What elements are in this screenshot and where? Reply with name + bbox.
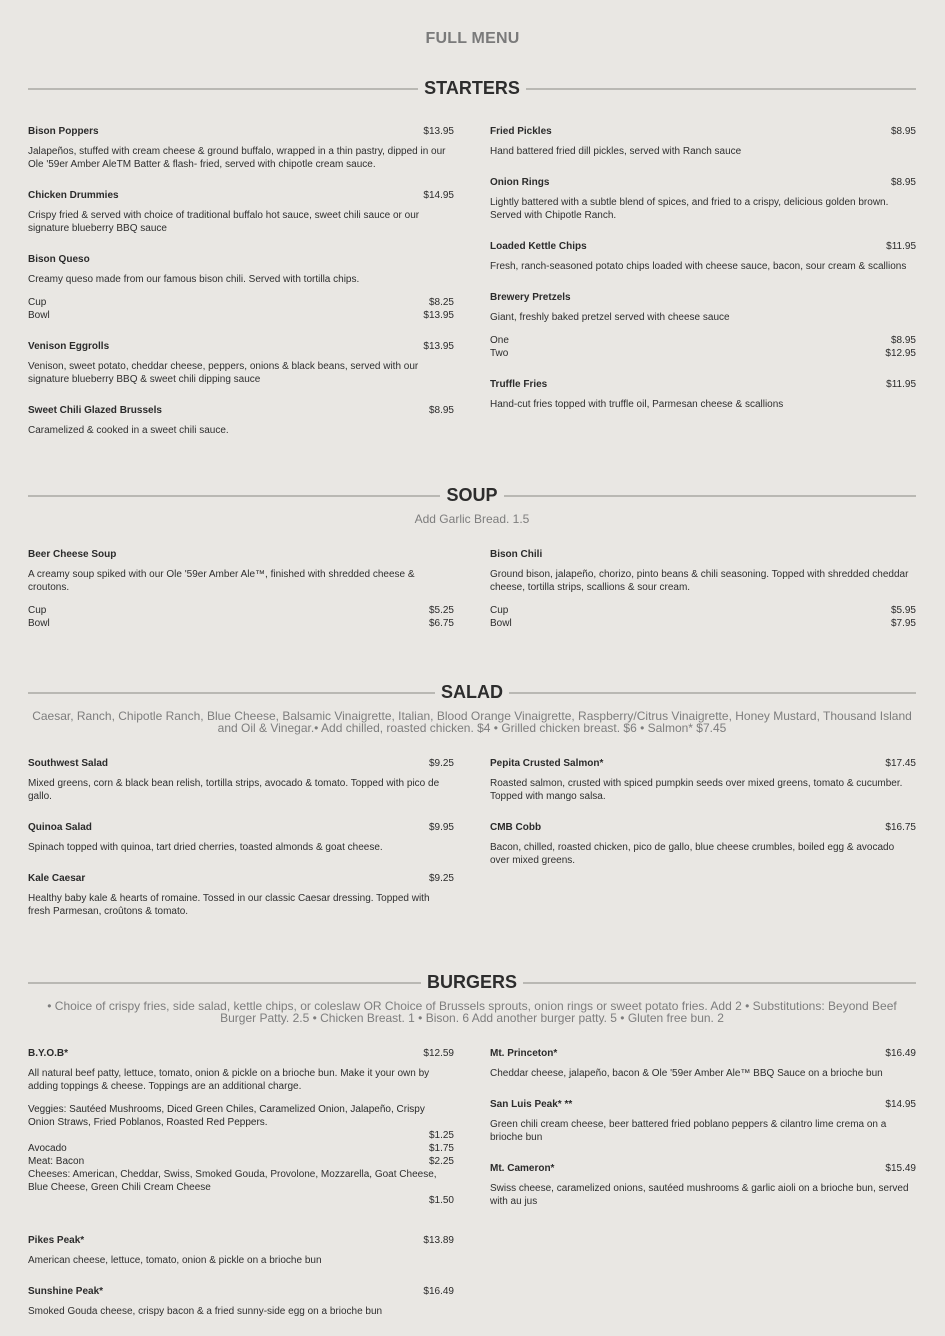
item-name: Bison Chili	[490, 549, 543, 560]
menu-item	[28, 1234, 454, 1267]
menu-item	[490, 240, 916, 273]
menu-item	[490, 548, 916, 630]
menu-item	[490, 1162, 916, 1208]
section-heading	[28, 682, 916, 702]
item-description: Green chili cream cheese, beer battered fried poblano peppers & cilantro lime crema on a brioche bun	[490, 1119, 887, 1143]
option-price: $1.75	[428, 1143, 454, 1154]
item-name: CMB Cobb	[490, 822, 542, 833]
section-title: STARTERS	[418, 78, 526, 98]
item-price: $11.95	[886, 241, 916, 252]
item-price: $9.25	[428, 758, 454, 769]
menu-item	[490, 176, 916, 222]
section-heading	[28, 78, 916, 98]
size-option	[490, 617, 916, 630]
item-name: Onion Rings	[490, 177, 550, 188]
item-description: Crispy fried & served with choice of traditional buffalo hot sauce, sweet chili sauce or our signature blueberry BBQ sauce	[28, 210, 420, 234]
item-description: All natural beef patty, lettuce, tomato, onion & pickle on a brioche bun. Make it your own by adding toppings & cheese. Toppings are an additional charge.	[28, 1068, 430, 1092]
item-price: $16.49	[423, 1286, 454, 1297]
topping-option	[28, 1142, 454, 1155]
menu-item	[28, 253, 454, 322]
item-description: Swiss cheese, caramelized onions, sautéed mushrooms & garlic aioli on a brioche bun, served with au jus	[490, 1183, 909, 1207]
menu-item	[28, 189, 454, 235]
cheeses-price: $1.50	[428, 1195, 454, 1206]
section-note: Add Garlic Bread. 1.5	[414, 512, 530, 526]
menu-item	[28, 548, 454, 630]
section-burgers	[28, 972, 916, 1336]
item-name: Kale Caesar	[28, 873, 86, 884]
item-price: $14.95	[885, 1099, 916, 1110]
menu-item	[28, 872, 454, 918]
item-name: Brewery Pretzels	[490, 292, 571, 303]
option-price: $8.25	[428, 297, 454, 308]
item-price: $16.75	[885, 822, 916, 833]
section-salad	[28, 682, 916, 936]
item-description: Caramelized & cooked in a sweet chili sauce.	[28, 425, 229, 436]
section-title: SALAD	[435, 682, 509, 702]
page-title: FULL MENU	[425, 30, 520, 47]
item-name: Venison Eggrolls	[28, 341, 110, 352]
option-label: Cup	[28, 297, 47, 308]
item-description: Creamy queso made from our famous bison chili. Served with tortilla chips.	[28, 274, 360, 285]
section-title: SOUP	[440, 485, 503, 505]
item-price: $8.95	[890, 126, 916, 137]
item-name: San Luis Peak* **	[490, 1099, 573, 1110]
size-option	[28, 309, 454, 322]
item-price: $8.95	[428, 405, 454, 416]
option-price: $12.95	[885, 348, 916, 359]
item-name: Bison Poppers	[28, 126, 99, 137]
option-label: Meat: Bacon	[28, 1156, 85, 1167]
item-name: Truffle Fries	[490, 379, 548, 390]
item-price: $13.95	[423, 126, 454, 137]
menu-item	[490, 1098, 916, 1144]
topping-option	[28, 1155, 454, 1168]
veggies-options: Veggies: Sautéed Mushrooms, Diced Green Chiles, Caramelized Onion, Jalapeño, Crispy Onion Straws, Fried Poblanos, Roasted Red Peppers.	[28, 1104, 425, 1128]
item-name: Loaded Kettle Chips	[490, 241, 587, 252]
item-price: $8.95	[890, 177, 916, 188]
column-right	[490, 125, 916, 455]
menu-item-byob	[28, 1047, 454, 1207]
item-description: Hand-cut fries topped with truffle oil, Parmesan cheese & scallions	[490, 399, 784, 410]
item-name: Southwest Salad	[28, 758, 109, 769]
item-description: Spinach topped with quinoa, tart dried cherries, toasted almonds & goat cheese.	[28, 842, 383, 853]
option-label: Avocado	[28, 1143, 67, 1154]
item-name: Chicken Drummies	[28, 190, 119, 201]
menu-item	[490, 757, 916, 803]
item-description: Roasted salmon, crusted with spiced pumpkin seeds over mixed greens, tomato & cucumber. Topped with mango salsa.	[490, 778, 903, 802]
size-option	[490, 347, 916, 360]
section-note: Caesar, Ranch, Chipotle Ranch, Blue Cheese, Balsamic Vinaigrette, Italian, Blood Orange Vinaigrette, Raspberry/Citrus Vinaigrette, Honey Mustard, Thousand Island and Oil & Vinegar.• Add chilled, roasted chicken. $4 • Grilled chicken breast. $6 • Salmon* $7.45	[32, 709, 912, 735]
item-name: Beer Cheese Soup	[28, 549, 117, 560]
item-name: Sweet Chili Glazed Brussels	[28, 405, 162, 416]
item-name: Fried Pickles	[490, 126, 552, 137]
item-description: Jalapeños, stuffed with cream cheese & ground buffalo, wrapped in a thin pastry, dipped in our Ole '59er Amber AleTM Batter & flash- fried, served with chipotle cream sauce.	[28, 146, 446, 170]
option-price: $13.95	[423, 310, 454, 321]
option-label: Bowl	[28, 310, 50, 321]
item-description: Ground bison, jalapeño, chorizo, pinto beans & chili seasoning. Topped with shredded cheddar cheese, tortilla strips, scallions & sour cream.	[490, 569, 909, 593]
section-starters	[28, 78, 916, 455]
menu-item	[28, 821, 454, 854]
item-description: Mixed greens, corn & black bean relish, tortilla strips, avocado & tomato. Topped with pico de gallo.	[28, 778, 440, 802]
section-note: • Choice of crispy fries, side salad, kettle chips, or coleslaw OR Choice of Brussels sprouts, onion rings or sweet potato fries. Add 2 • Substitutions: Beyond Beef Burger Patty. 2.5 • Chicken Breast. 1 • Bison. 6 Add another burger patty. 5 • Gluten free bun. 2	[47, 999, 897, 1025]
size-option	[28, 604, 454, 617]
option-label: One	[490, 335, 509, 346]
option-label: Bowl	[490, 618, 512, 629]
item-price: $11.95	[886, 379, 916, 390]
option-price: $5.25	[428, 605, 454, 616]
item-name: Mt. Cameron*	[490, 1163, 555, 1174]
item-price: $14.95	[423, 190, 454, 201]
item-description: Smoked Gouda cheese, crispy bacon & a fried sunny-side egg on a brioche bun	[28, 1306, 383, 1317]
item-description: Giant, freshly baked pretzel served with cheese sauce	[490, 312, 730, 323]
menu-item	[490, 125, 916, 158]
item-description: Venison, sweet potato, cheddar cheese, peppers, onions & black beans, served with our signature blueberry BBQ & sweet chili dipping sauce	[28, 361, 419, 385]
column-left	[28, 1047, 454, 1336]
item-description: A creamy soup spiked with our Ole '59er Amber Ale™, finished with shredded cheese & croutons.	[28, 569, 415, 593]
item-price: $13.89	[423, 1235, 454, 1246]
item-description: Fresh, ranch-seasoned potato chips loaded with cheese sauce, bacon, sour cream & scallions	[490, 261, 907, 272]
item-description: Hand battered fried dill pickles, served with Ranch sauce	[490, 146, 742, 157]
menu-item	[490, 378, 916, 411]
section-heading	[28, 485, 916, 505]
cheese-options: Cheeses: American, Cheddar, Swiss, Smoked Gouda, Provolone, Mozzarella, Goat Cheese, Blue Cheese, Green Chili Cream Cheese	[28, 1169, 437, 1193]
item-name: B.Y.O.B*	[28, 1048, 69, 1059]
item-name: Quinoa Salad	[28, 822, 92, 833]
menu-item	[490, 1047, 916, 1080]
option-price: $2.25	[428, 1156, 454, 1167]
section-heading	[28, 972, 916, 992]
item-price: $9.95	[428, 822, 454, 833]
column-left	[28, 548, 454, 648]
option-label: Cup	[28, 605, 47, 616]
menu-item	[28, 404, 454, 437]
item-price: $17.45	[885, 758, 916, 769]
item-name: Bison Queso	[28, 254, 90, 265]
menu-item	[28, 1285, 454, 1318]
size-option	[28, 296, 454, 309]
item-description: Healthy baby kale & hearts of romaine. Tossed in our classic Caesar dressing. Topped with fresh Parmesan, croûtons & tomato.	[28, 893, 430, 917]
item-description: American cheese, lettuce, tomato, onion & pickle on a brioche bun	[28, 1255, 322, 1266]
column-left	[28, 757, 454, 936]
column-right	[490, 548, 916, 648]
item-name: Pikes Peak*	[28, 1235, 85, 1246]
item-name: Sunshine Peak*	[28, 1286, 104, 1297]
column-left	[28, 125, 454, 455]
item-price: $16.49	[885, 1048, 916, 1059]
item-price: $13.95	[423, 341, 454, 352]
item-description: Lightly battered with a subtle blend of spices, and fried to a crispy, delicious golden brown. Served with Chipotle Ranch.	[490, 197, 889, 221]
size-option	[490, 334, 916, 347]
menu-item	[28, 340, 454, 386]
item-price: $9.25	[428, 873, 454, 884]
item-name: Mt. Princeton*	[490, 1048, 558, 1059]
option-price: $8.95	[890, 335, 916, 346]
column-right	[490, 1047, 916, 1336]
menu-item	[28, 125, 454, 171]
menu-item	[490, 821, 916, 867]
menu-item	[490, 291, 916, 360]
option-label: Bowl	[28, 618, 50, 629]
section-soup	[28, 485, 916, 648]
item-description: Bacon, chilled, roasted chicken, pico de gallo, blue cheese crumbles, boiled egg & avocado over mixed greens.	[490, 842, 895, 866]
option-price: $5.95	[890, 605, 916, 616]
column-right	[490, 757, 916, 936]
option-price: $7.95	[890, 618, 916, 629]
item-price: $15.49	[885, 1163, 916, 1174]
item-price: $12.59	[423, 1048, 454, 1059]
option-price: $6.75	[428, 618, 454, 629]
size-option	[490, 604, 916, 617]
item-description: Cheddar cheese, jalapeño, bacon & Ole '59er Amber Ale™ BBQ Sauce on a brioche bun	[490, 1068, 883, 1079]
item-name: Pepita Crusted Salmon*	[490, 758, 604, 769]
veggies-price: $1.25	[428, 1130, 454, 1141]
option-label: Two	[490, 348, 509, 359]
section-title: BURGERS	[421, 972, 523, 992]
menu-item	[28, 757, 454, 803]
option-label: Cup	[490, 605, 509, 616]
size-option	[28, 617, 454, 630]
